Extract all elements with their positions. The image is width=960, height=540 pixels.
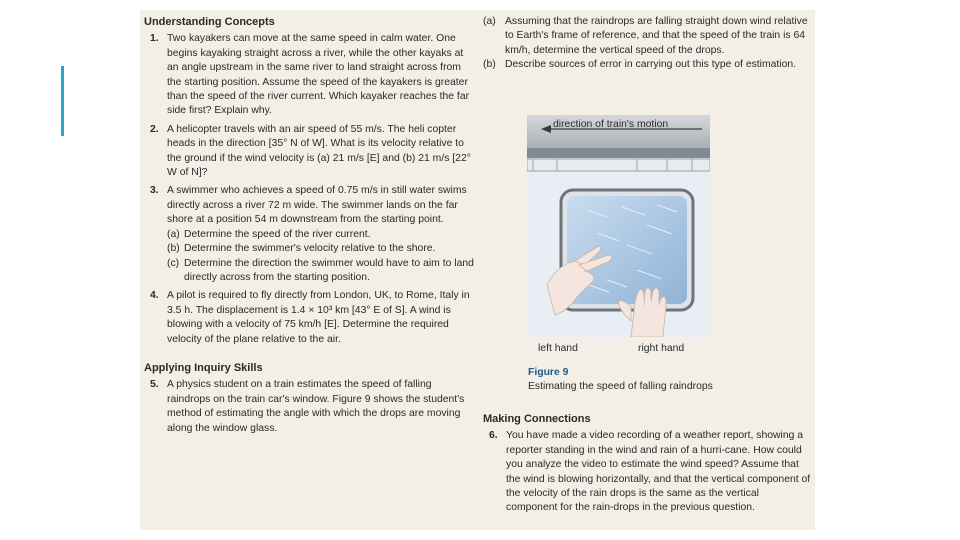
heading-making-connections: Making Connections (483, 413, 591, 425)
sub-label: (a) (483, 16, 496, 27)
sub-text: Determine the speed of the river current. (184, 228, 371, 240)
right-hand-label: right hand (638, 343, 685, 354)
sub-label: (a) (167, 228, 180, 240)
heading-understanding-concepts: Understanding Concepts (144, 16, 275, 28)
textbook-page (140, 10, 815, 530)
question-3a (167, 228, 474, 242)
question-text: A helicopter travels with an air speed of 55 m/s. The heli copter heads in the direction [35° N of W]. What is its velocity relative to the ground if the wind velocity is (a) 21 m/s [E] and (b) 21 m/s [22° W of N]? (167, 123, 471, 179)
making-connections-section (483, 412, 813, 520)
figure-banner-label: direction of train's motion (553, 119, 669, 130)
figure-label: Figure 9 (528, 367, 569, 378)
question-number: 6. (489, 430, 498, 442)
rail-band (527, 148, 710, 158)
question-5 (144, 378, 474, 436)
figure-9-illustration (527, 115, 710, 337)
question-5a (483, 15, 813, 58)
question-number: 5. (150, 379, 159, 391)
question-text: A physics student on a train estimates the speed of falling raindrops on the train car's window. Figure 9 shows the student's method of estimating the angle with which the drops are moving along the window glass. (167, 379, 465, 434)
question-3b (167, 242, 474, 256)
question-number: 3. (150, 185, 159, 197)
question-text: You have made a video recording of a weather report, showing a reporter standing in the wind and rain of a hurri-cane. How could you analyze the video to estimate the wind speed? Assume that the wind is blowing horizontally, and that the vertical component of the velocity of the rain drops is the same as the vertical component for the rain-drops in the previous question. (506, 430, 811, 514)
question-6 (483, 429, 813, 515)
question-1 (144, 32, 474, 118)
sub-text: Determine the swimmer's velocity relative to the shore. (184, 243, 436, 255)
question-text: A swimmer who achieves a speed of 0.75 m/s in still water swims directly across a river 72 m wide. The swimmer lands on the far shore at a position 54 m downstream from the starting point. (167, 185, 467, 226)
question-4 (144, 289, 474, 347)
question-text: A pilot is required to fly directly from London, UK, to Rome, Italy in 3.5 h. The displacement is 1.4 × 10³ km [43° E of S]. A wind is blowing with a velocity of 75 km/h [E]. Determine the required velocity of the plane relative to the air. (167, 290, 470, 345)
sub-label: (b) (483, 59, 496, 71)
accent-bar (61, 66, 64, 136)
question-number: 2. (150, 123, 159, 135)
sub-label: (b) (167, 243, 180, 255)
railing (527, 159, 710, 171)
figure-caption: Estimating the speed of falling raindrops (528, 381, 713, 392)
heading-applying-inquiry-skills: Applying Inquiry Skills (144, 361, 263, 374)
question-number: 4. (150, 290, 159, 302)
question-5b (483, 58, 813, 72)
left-hand-label: left hand (538, 343, 578, 354)
sub-label: (c) (167, 257, 180, 269)
right-column (483, 15, 813, 73)
question-number: 1. (150, 33, 159, 45)
question-2 (144, 123, 474, 181)
sub-text: Describe sources of error in carrying out this type of estimation. (505, 59, 797, 71)
train-window-illustration (527, 115, 710, 337)
left-column (144, 15, 474, 440)
question-text: Two kayakers can move at the same speed in calm water. One begins kayaking straight across a river, while the other kayaks at an angle upstream in the same river to land straight across from the starting position. Assume the speed of the kayakers is greater than the speed of the river current. Which kayaker reaches the far side first? Explain why. (167, 33, 470, 117)
question-3 (144, 184, 474, 285)
sub-text: Determine the direction the swimmer would have to aim to land directly across from the starting position. (184, 257, 474, 283)
question-3c (167, 257, 474, 286)
sub-text: Assuming that the raindrops are falling straight down wind relative to Earth's frame of reference, and that the speed of the train is 64 km/h, determine the vertical speed of the drops. (505, 16, 808, 56)
